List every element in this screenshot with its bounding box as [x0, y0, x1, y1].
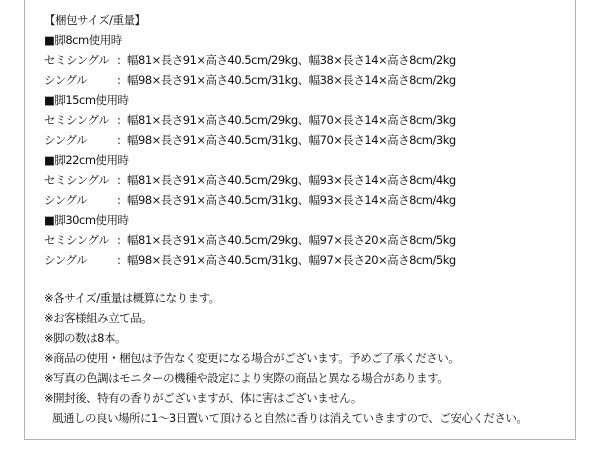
row-label: セミシングル — [44, 53, 110, 67]
section-legs-30cm — [44, 210, 584, 270]
section-title: ■脚22cm使用時 — [44, 153, 129, 167]
row-label: シングル — [44, 73, 88, 87]
row-spec: 幅81×長さ91×高さ40.5cm/29kg、幅93×長さ14×高さ8cm/4kg — [127, 173, 456, 187]
row-separator: : — [117, 113, 121, 127]
notes-list — [44, 288, 584, 428]
section-legs-8cm — [44, 30, 584, 90]
row-label: シングル — [44, 133, 88, 147]
row-separator: : — [117, 233, 121, 247]
row-separator: : — [117, 53, 121, 67]
section-title: ■脚30cm使用時 — [44, 213, 129, 227]
row-spec: 幅98×長さ91×高さ40.5cm/31kg、幅70×長さ14×高さ8cm/3kg — [127, 133, 456, 147]
section-legs-15cm — [44, 90, 584, 150]
row-separator: : — [117, 173, 121, 187]
row-spec: 幅98×長さ91×高さ40.5cm/31kg、幅38×長さ14×高さ8cm/2kg — [127, 73, 456, 87]
section-spacer — [44, 270, 584, 288]
spec-row-single — [44, 190, 584, 210]
row-spec: 幅98×長さ91×高さ40.5cm/31kg、幅93×長さ14×高さ8cm/4kg — [127, 193, 456, 207]
row-label: セミシングル — [44, 113, 110, 127]
spec-row-single — [44, 250, 584, 270]
packing-heading: 【梱包サイズ/重量】 — [44, 13, 146, 27]
row-label: セミシングル — [44, 173, 110, 187]
row-separator: : — [117, 193, 121, 207]
section-legs-22cm — [44, 150, 584, 210]
note-item: ※商品の使用・梱包は予告なく変更になる場合がございます。予めご了承ください。 — [44, 351, 460, 365]
row-label: シングル — [44, 253, 88, 267]
spec-row-single — [44, 70, 584, 90]
row-spec: 幅81×長さ91×高さ40.5cm/29kg、幅38×長さ14×高さ8cm/2kg — [127, 53, 456, 67]
row-label: シングル — [44, 193, 88, 207]
row-spec: 幅81×長さ91×高さ40.5cm/29kg、幅97×長さ20×高さ8cm/5kg — [127, 233, 456, 247]
row-separator: : — [117, 253, 121, 267]
spec-row-semi-single — [44, 230, 584, 250]
note-item: ※お客様組み立て品。 — [44, 311, 153, 325]
spec-row-single — [44, 130, 584, 150]
spec-row-semi-single — [44, 170, 584, 190]
packing-info — [44, 10, 584, 428]
spec-row-semi-single — [44, 50, 584, 70]
row-label: セミシングル — [44, 233, 110, 247]
row-spec: 幅81×長さ91×高さ40.5cm/29kg、幅70×長さ14×高さ8cm/3kg — [127, 113, 456, 127]
row-separator: : — [117, 133, 121, 147]
spec-row-semi-single — [44, 110, 584, 130]
note-item: ※開封後、特有の香りがございますが、体に害はございません。 — [44, 391, 362, 405]
note-item: ※写真の色調はモニターの機種や設定により実際の商品と異なる場合があります。 — [44, 371, 449, 385]
note-item: ※脚の数は8本。 — [44, 331, 126, 345]
section-title: ■脚8cm使用時 — [44, 33, 122, 47]
note-item: ※各サイズ/重量は概算になります。 — [44, 291, 220, 305]
note-item-continuation: 風通しの良い場所に1～3日置いて頂けると自然に香りは消えていきますので、ご安心ください。 — [52, 411, 528, 425]
section-title: ■脚15cm使用時 — [44, 93, 129, 107]
row-separator: : — [117, 73, 121, 87]
row-spec: 幅98×長さ91×高さ40.5cm/31kg、幅97×長さ20×高さ8cm/5kg — [127, 253, 456, 267]
